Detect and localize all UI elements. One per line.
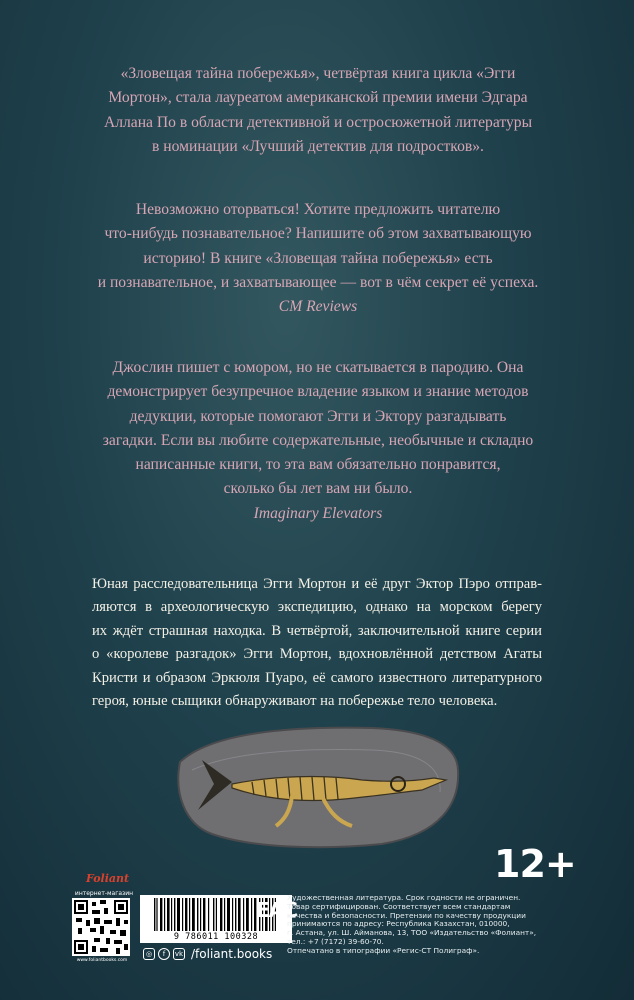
review-line: дедукции, которые помогают Эгги и Эктору разгадывать [129, 407, 507, 425]
qr-url: www.foliantbooks.com [76, 958, 128, 963]
legal-line: принимаются по адресу: Республика Казахстан, 010000, [287, 919, 510, 929]
description-line: о «королеве разгадок» Эгги Мортон, вдохновлённой детством Агаты [92, 646, 542, 663]
legal-line: качества и безопасности. Претензии по качеству продукции [287, 910, 526, 920]
review-line: демонстрирует безупречное владение языком и знание методов [107, 383, 529, 401]
review-line: Невозможно оторваться! Хотите предложить читателю [135, 201, 501, 218]
review-attribution: CM Reviews [278, 298, 358, 316]
social-handle[interactable]: /foliant.books [191, 947, 273, 961]
review-imaginary-elevators [58, 356, 578, 526]
fossil-illustration [172, 722, 462, 852]
legal-line: г. Астана, ул. Ш. Айманова, 13, ТОО «Издательство «Фолиант», [287, 928, 537, 938]
facebook-icon[interactable]: f [158, 948, 170, 960]
review-attribution: Imaginary Elevators [253, 504, 383, 522]
instagram-icon[interactable]: ◎ [143, 948, 155, 960]
description-line: Кристи и образом Эркюля Пуаро, её самого известного литературного [92, 669, 542, 686]
review-line: что-нибудь познавательное? Напишите об этом захватывающую [104, 225, 532, 243]
review-line: историю! В книге «Зловещая тайна побережья» есть [143, 249, 493, 267]
legal-text [287, 894, 547, 956]
review-line: Джослин пишет с юмором, но не скатывается в пародию. Она [112, 359, 524, 376]
publisher-logo: Foliant [86, 872, 130, 885]
review-line: загадки. Если вы любите содержательные, необычные и складно [102, 431, 534, 449]
age-rating: 12+ [494, 842, 576, 886]
social-links [143, 947, 272, 961]
description-line: Юная расследовательница Эгги Мортон и её друг Эктор Пэро отправ- [92, 576, 542, 592]
award-paragraph [58, 62, 578, 159]
legal-line: тел.: +7 (7172) 39-60-70. [287, 936, 384, 946]
award-line: Мортон», стала лауреатом американской премии имени Эдгара [108, 89, 528, 107]
review-line: сколько бы лет вам ни было. [223, 480, 413, 498]
review-cm-reviews [58, 198, 578, 319]
vk-icon[interactable]: vk [174, 950, 184, 958]
eac-certification-mark: ЕАС [256, 898, 297, 922]
review-line: написанные книги, то эта вам обязательно понравится, [135, 456, 501, 474]
description-line: героя, юные сыщики обнаруживают на побережье тело человека. [92, 693, 498, 710]
barcode-number: 9 786011 100328 [140, 931, 292, 943]
review-line: и познавательное, и захватывающее — вот в чём секрет её успеха. [97, 273, 539, 291]
description-line: их ждёт страшная находка. В четвёртой, заключительной книге серии [92, 622, 542, 639]
description-line: ляются в археологическую экспедицию, однако на морском берегу [92, 599, 542, 616]
award-line: в номинации «Лучший детектив для подростков». [152, 137, 484, 155]
award-line: Аллана По в области детективной и остросюжетной литературы [103, 113, 533, 131]
legal-line: Художественная литература. Срок годности не ограничен. [287, 893, 521, 902]
qr-code-icon[interactable] [72, 898, 130, 956]
shop-label: интернет-магазин [74, 890, 134, 897]
legal-line: Товар сертифицирован. Соответствует всем стандартам [287, 901, 511, 911]
book-description [92, 573, 542, 713]
award-line: «Зловещая тайна побережья», четвёртая книга цикла «Эгги [120, 65, 516, 82]
legal-line: Отпечатано в типографии «Регис-СТ Полиграф». [287, 945, 480, 955]
